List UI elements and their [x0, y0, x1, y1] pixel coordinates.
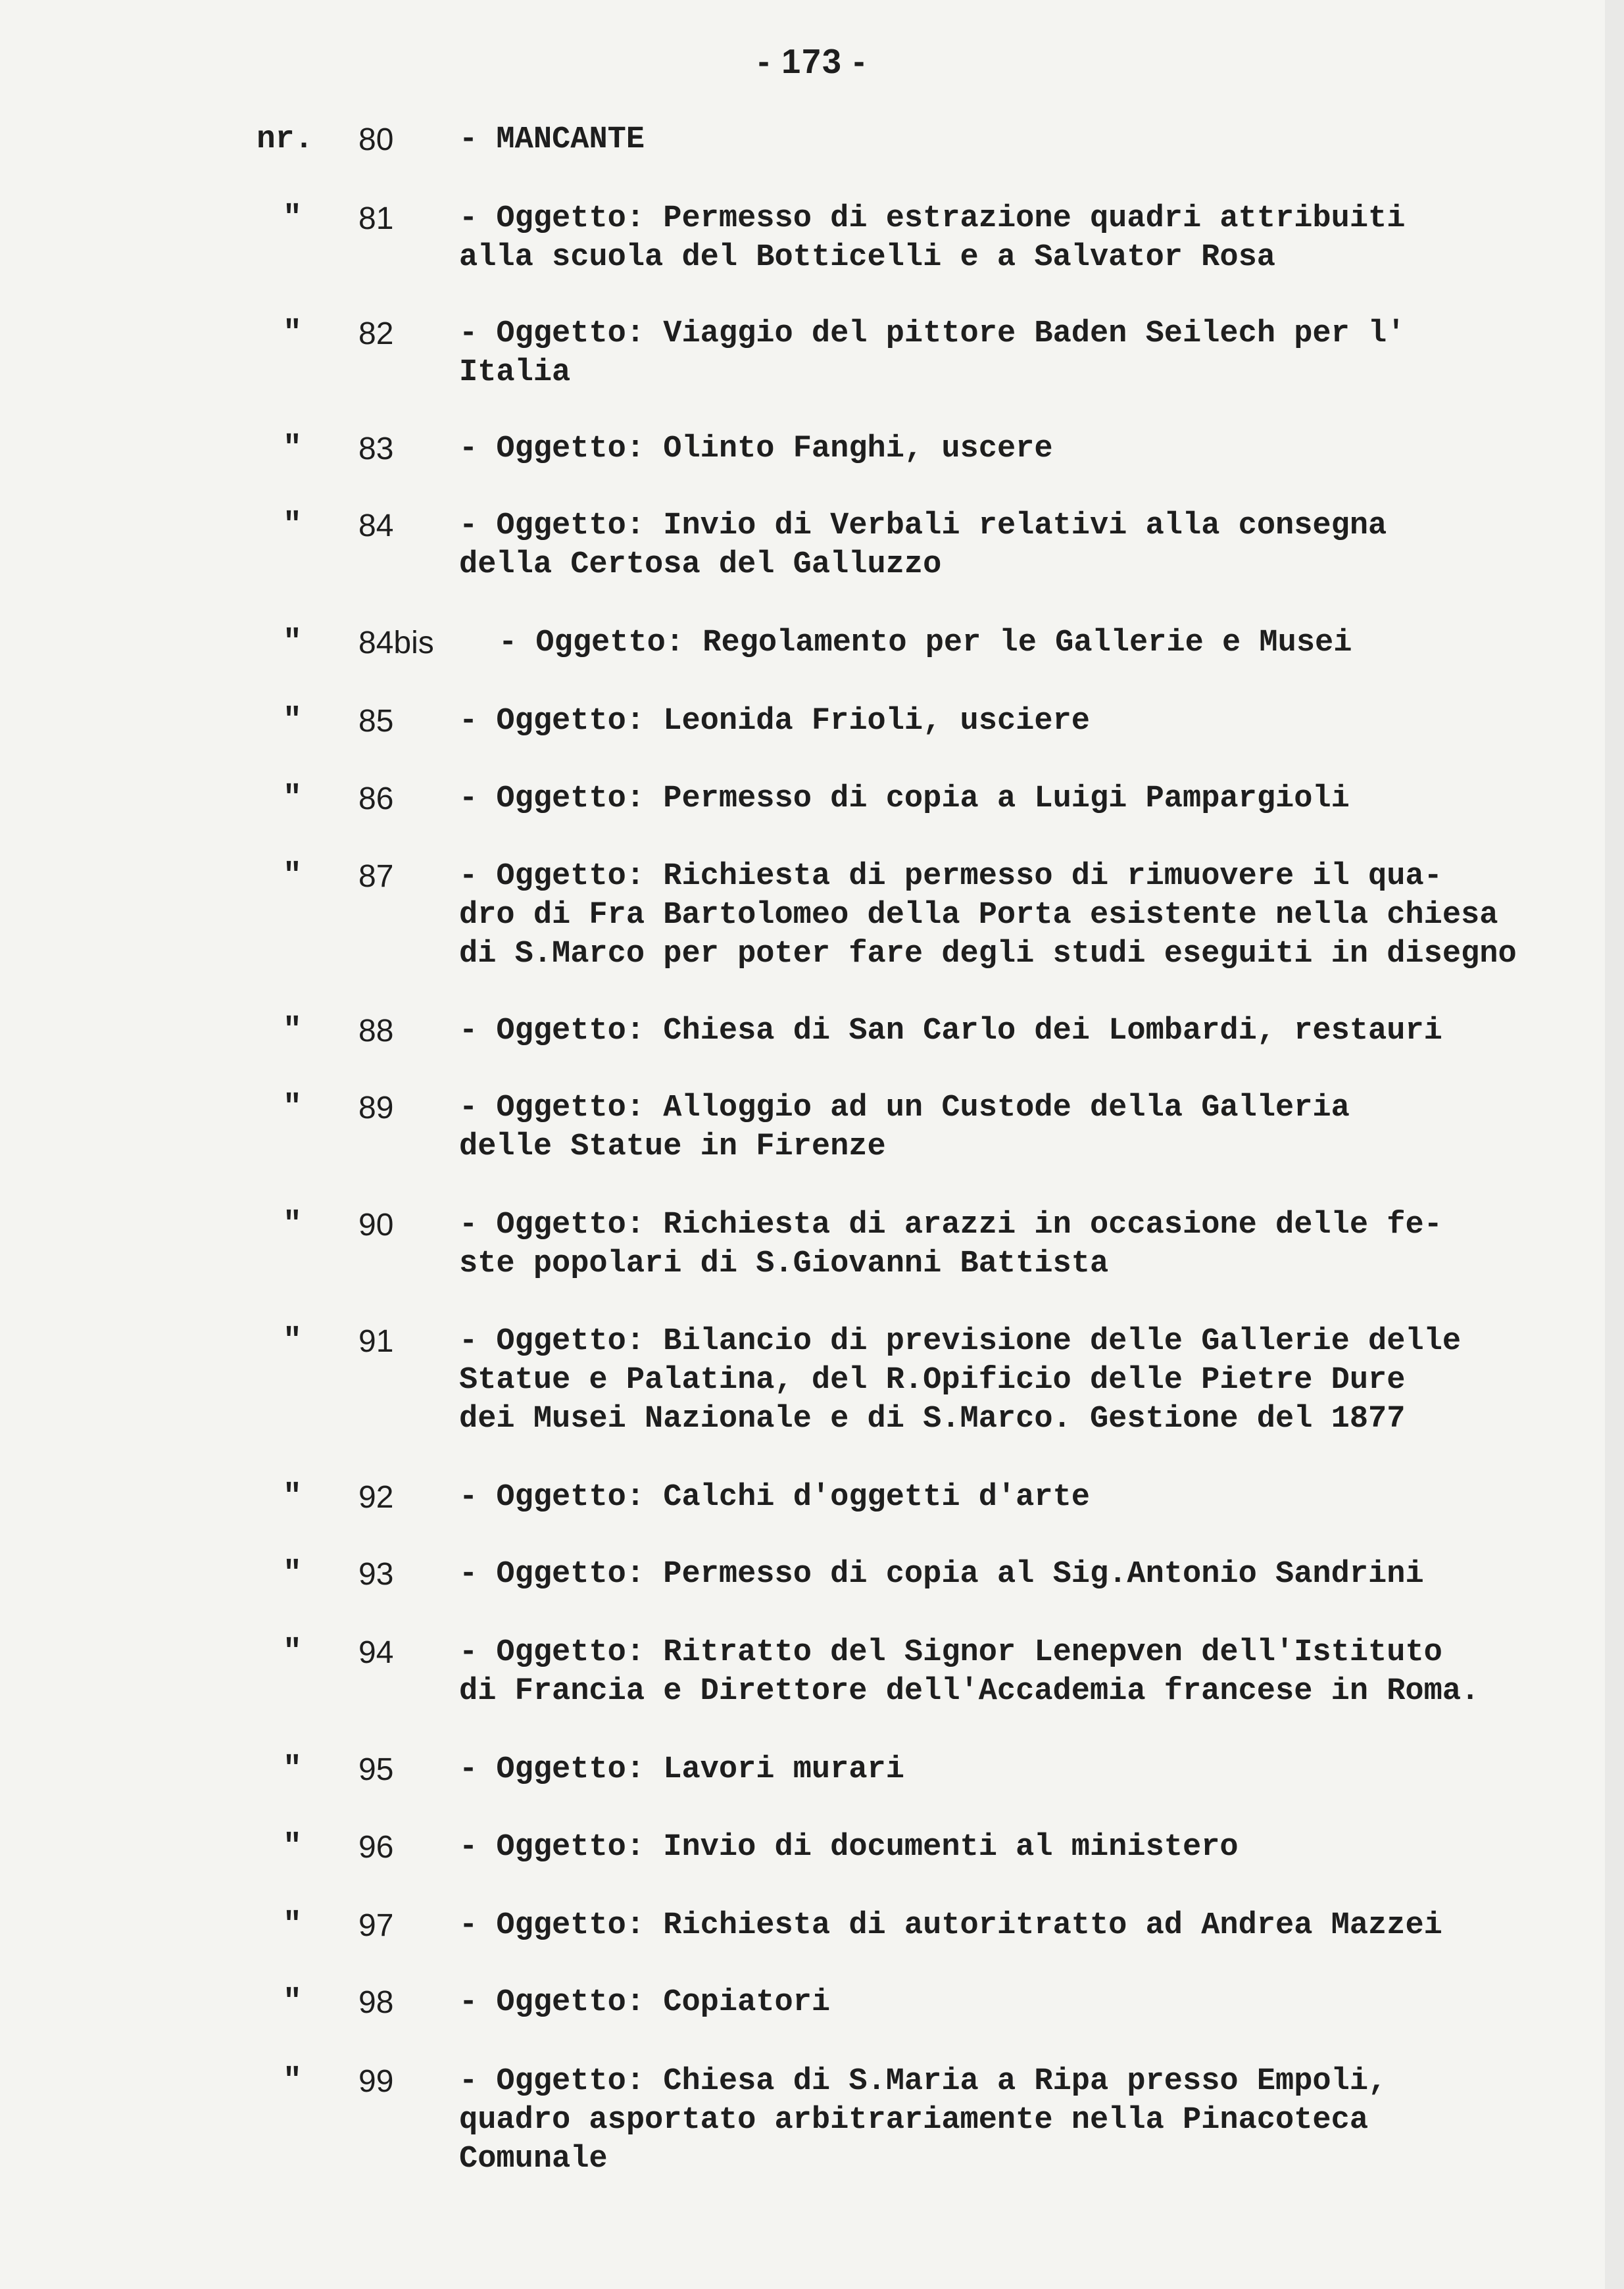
entry-label: Oggetto: [496, 1208, 645, 1243]
entry-number: 84 [358, 508, 394, 543]
entry-body: Ritratto del Signor Lenepven dell'Istituto di Francia e Direttore dell'Accademia francese in Roma. [459, 1635, 1480, 1709]
entry-dash: - [459, 781, 497, 816]
entry-number: 93 [358, 1557, 394, 1592]
entry-label: Oggetto: [496, 859, 645, 894]
entry-body: Olinto Fanghi, uscere [645, 431, 1053, 466]
entry-dash: - [459, 1635, 497, 1670]
ditto-mark: " [283, 858, 302, 894]
entry-text [459, 1633, 1577, 1711]
entry-number: 99 [358, 2064, 394, 2099]
entry-number: 89 [358, 1091, 394, 1125]
entry-text [459, 2062, 1577, 2178]
ditto-mark: " [283, 1013, 302, 1048]
entry-dash: - [459, 704, 497, 739]
entry-dash: - [459, 2064, 497, 2099]
entry-number: 90 [358, 1208, 394, 1243]
scan-artifact [1605, 0, 1624, 2289]
entry-body: Alloggio ad un Custode della Galleria delle Statue in Firenze [459, 1091, 1350, 1164]
entry-label: Oggetto: [496, 1635, 645, 1670]
ditto-mark: " [283, 1829, 302, 1865]
entry-text [459, 506, 1577, 584]
entry-dash: - [459, 431, 497, 466]
entry-label: Oggetto: [496, 704, 645, 739]
nr-prefix: nr. [257, 122, 314, 157]
ditto-mark: " [283, 1323, 302, 1359]
entry-label: Oggetto: [496, 1830, 645, 1865]
entry-body: Permesso di estrazione quadri attribuiti alla scuola del Botticelli e a Salvator Rosa [459, 201, 1406, 275]
entry-text [459, 702, 1577, 741]
entry-body: Richiesta di arazzi in occasione delle fe- ste popolari di S.Giovanni Battista [459, 1208, 1442, 1281]
entry-label: Oggetto: [496, 781, 645, 816]
entry-body: Chiesa di San Carlo dei Lombardi, restauri [645, 1014, 1442, 1048]
entry-text [459, 1322, 1577, 1439]
entry-number: 82 [358, 316, 394, 351]
entry-label: Oggetto: [496, 1752, 645, 1787]
entry-text [499, 624, 1577, 662]
entry-body: Chiesa di S.Maria a Ripa presso Empoli, quadro asportato arbitrariamente nella Pinacoteca Comunale [459, 2064, 1387, 2177]
entry-text [459, 1089, 1577, 1166]
ditto-mark: " [283, 2063, 302, 2099]
entry-label: Oggetto: [496, 1557, 645, 1592]
ditto-mark: " [283, 508, 302, 543]
entry-number: 80 [358, 122, 394, 157]
entry-label: Oggetto: [496, 2064, 645, 2099]
entry-text [459, 314, 1577, 392]
entry-label: Oggetto: [496, 1908, 645, 1943]
entry-dash: - [459, 859, 497, 894]
entry-text [459, 1012, 1577, 1050]
entry-number: 94 [358, 1635, 394, 1670]
entry-dash: - [459, 1908, 497, 1943]
entry-dash: - [459, 1208, 497, 1243]
entry-body: Calchi d'oggetti d'arte [645, 1480, 1090, 1515]
entry-dash: - [459, 1830, 497, 1865]
entry-text [459, 1750, 1577, 1789]
entry-number: 81 [358, 201, 394, 236]
ditto-mark: " [283, 1556, 302, 1592]
entry-body: MANCANTE [496, 122, 645, 157]
entry-number: 86 [358, 781, 394, 816]
entry-text [459, 1828, 1577, 1867]
ditto-mark: " [283, 625, 302, 660]
entry-body: Invio di Verbali relativi alla consegna della Certosa del Galluzzo [459, 508, 1387, 582]
entry-body: Regolamento per le Gallerie e Musei [684, 626, 1352, 660]
ditto-mark: " [283, 1479, 302, 1515]
entry-dash: - [459, 316, 497, 351]
entry-label: Oggetto: [496, 508, 645, 543]
entry-text [459, 1983, 1577, 2022]
ditto-mark: " [283, 1635, 302, 1670]
entry-label: Oggetto: [496, 1014, 645, 1048]
entry-number: 84bis [358, 626, 434, 660]
entry-text [459, 199, 1577, 277]
ditto-mark: " [283, 1090, 302, 1125]
entry-dash: - [459, 201, 497, 236]
entry-number: 87 [358, 859, 394, 894]
entry-number: 85 [358, 704, 394, 739]
entry-number: 96 [358, 1830, 394, 1865]
entry-dash: - [459, 1557, 497, 1592]
ditto-mark: " [283, 781, 302, 816]
entry-number: 92 [358, 1480, 394, 1515]
ditto-mark: " [283, 1908, 302, 1943]
entry-text [459, 120, 1577, 159]
entry-label: Oggetto: [496, 1324, 645, 1359]
entry-dash: - [459, 1091, 497, 1125]
entry-text [459, 1478, 1577, 1517]
entry-label: Oggetto: [496, 316, 645, 351]
ditto-mark: " [283, 1752, 302, 1787]
entry-dash: - [459, 1752, 497, 1787]
entry-dash: - [459, 122, 497, 157]
entry-body: Leonida Frioli, usciere [645, 704, 1090, 739]
entry-body: Copiatori [645, 1985, 831, 2020]
entry-number: 98 [358, 1985, 394, 2020]
entry-number: 91 [358, 1324, 394, 1359]
entry-label: Oggetto: [496, 1091, 645, 1125]
entry-label: Oggetto: [496, 1985, 645, 2020]
entry-label: Oggetto: [496, 1480, 645, 1515]
entry-body: Richiesta di autoritratto ad Andrea Mazzei [645, 1908, 1442, 1943]
entry-dash: - [459, 508, 497, 543]
entry-label: Oggetto: [496, 201, 645, 236]
entry-body: Viaggio del pittore Baden Seilech per l' Italia [459, 316, 1406, 390]
ditto-mark: " [283, 1984, 302, 2020]
entry-text [459, 1906, 1577, 1945]
entry-number: 83 [358, 431, 394, 466]
entry-label: Oggetto: [535, 626, 685, 660]
entry-text [459, 857, 1577, 973]
entry-body: Lavori murari [645, 1752, 904, 1787]
entry-label: Oggetto: [496, 431, 645, 466]
entry-number: 88 [358, 1014, 394, 1048]
entry-dash: - [499, 626, 536, 660]
entry-number: 95 [358, 1752, 394, 1787]
entry-number: 97 [358, 1908, 394, 1943]
entry-text [459, 430, 1577, 468]
ditto-mark: " [283, 201, 302, 236]
ditto-mark: " [283, 316, 302, 351]
ditto-mark: " [283, 1207, 302, 1243]
entry-body: Permesso di copia al Sig.Antonio Sandrini [645, 1557, 1424, 1592]
entry-dash: - [459, 1480, 497, 1515]
ditto-mark: " [283, 703, 302, 739]
ditto-mark: " [283, 431, 302, 466]
entry-body: Invio di documenti al ministero [645, 1830, 1239, 1865]
entry-body: Richiesta di permesso di rimuovere il qua- dro di Fra Bartolomeo della Porta esistente nella chiesa di S.Marco per poter fare degli studi eseguiti in disegno [459, 859, 1517, 972]
entry-dash: - [459, 1014, 497, 1048]
entry-text [459, 779, 1577, 818]
entry-text [459, 1555, 1577, 1594]
entry-text [459, 1206, 1577, 1283]
entry-body: Bilancio di previsione delle Gallerie delle Statue e Palatina, del R.Opificio delle Pietre Dure dei Musei Nazionale e di S.Marco. Gestione del 1877 [459, 1324, 1462, 1437]
entry-body: Permesso di copia a Luigi Pampargioli [645, 781, 1350, 816]
entry-dash: - [459, 1985, 497, 2020]
page-number: - 173 - [758, 43, 866, 81]
entry-dash: - [459, 1324, 497, 1359]
